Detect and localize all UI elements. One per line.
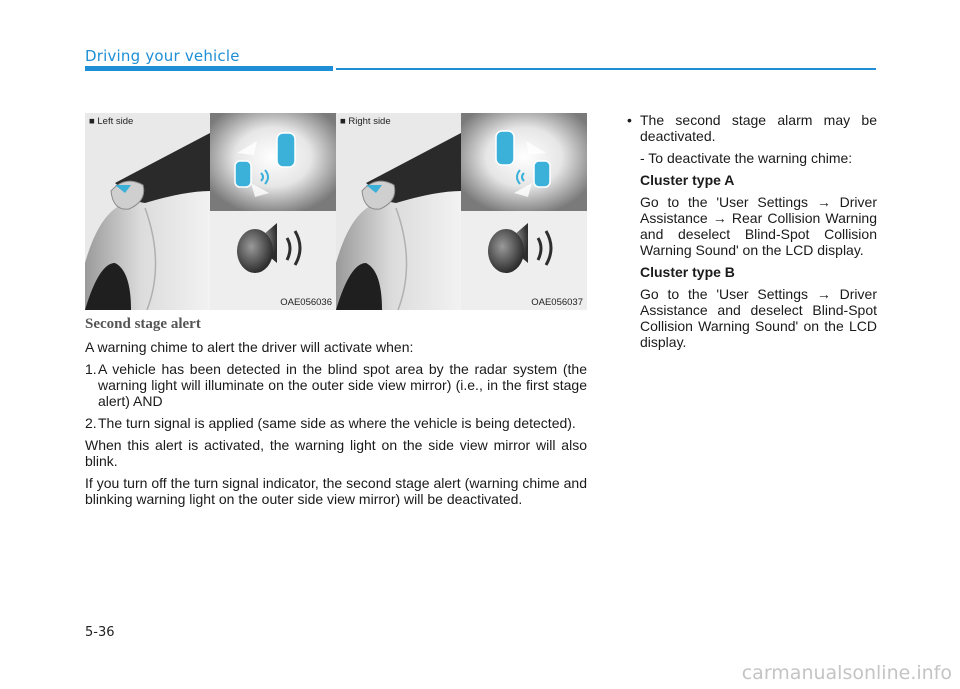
page-number: 5-36	[85, 625, 115, 640]
cluster-type-b-text: Go to the 'User Settings → Driver Assistance and deselect Blind-Spot Collision Warning Sound' on the LCD display.	[640, 286, 877, 350]
right-side-illustration	[336, 113, 587, 310]
cluster-type-b-title: Cluster type B	[640, 264, 735, 280]
paragraph: If you turn off the turn signal indicator, the second stage alert (warning chime and blinking warning light on the outer side view mirror) will be deactivated.	[85, 475, 587, 507]
header-rule-thin	[336, 68, 876, 70]
header-rule-thick	[85, 66, 333, 71]
list-text: The turn signal is applied (same side as where the vehicle is being detected).	[98, 415, 576, 431]
list-number: 1.	[85, 361, 97, 377]
cluster-type-a-title: Cluster type A	[640, 172, 735, 188]
list-item	[85, 415, 587, 431]
bullet-icon: •	[627, 112, 632, 128]
list-item	[85, 361, 587, 409]
section-title: Driving your vehicle	[85, 47, 240, 65]
figure-left-side	[85, 113, 336, 310]
figure-label: ■ Left side	[89, 116, 134, 127]
cluster-type-a-text: Go to the 'User Settings → Driver Assistance → Rear Collision Warning and deselect Blind-Spot Collision Warning Sound' on the LCD display.	[640, 194, 877, 258]
intro-paragraph: A warning chime to alert the driver will activate when:	[85, 339, 414, 355]
right-column	[623, 112, 877, 356]
bullet-item	[623, 112, 877, 144]
figure-code: OAE056037	[531, 297, 583, 308]
bullet-text: The second stage alarm may be deactivated.	[640, 112, 877, 144]
list-text: A vehicle has been detected in the blind spot area by the radar system (the warning light will illuminate on the outer side view mirror) (i.e., in the first stage alert) AND	[98, 361, 587, 409]
figure-code: OAE056036	[280, 297, 332, 308]
left-side-illustration	[85, 113, 336, 310]
sub-instruction: - To deactivate the warning chime:	[640, 150, 853, 166]
watermark: carmanualsonline.info	[741, 662, 952, 684]
list-number: 2.	[85, 415, 97, 431]
paragraph: When this alert is activated, the warning light on the side view mirror will also blink.	[85, 437, 587, 469]
figure-label: ■ Right side	[340, 116, 391, 127]
subheading: Second stage alert	[85, 316, 201, 332]
left-column	[85, 316, 587, 513]
figure-right-side	[336, 113, 587, 310]
